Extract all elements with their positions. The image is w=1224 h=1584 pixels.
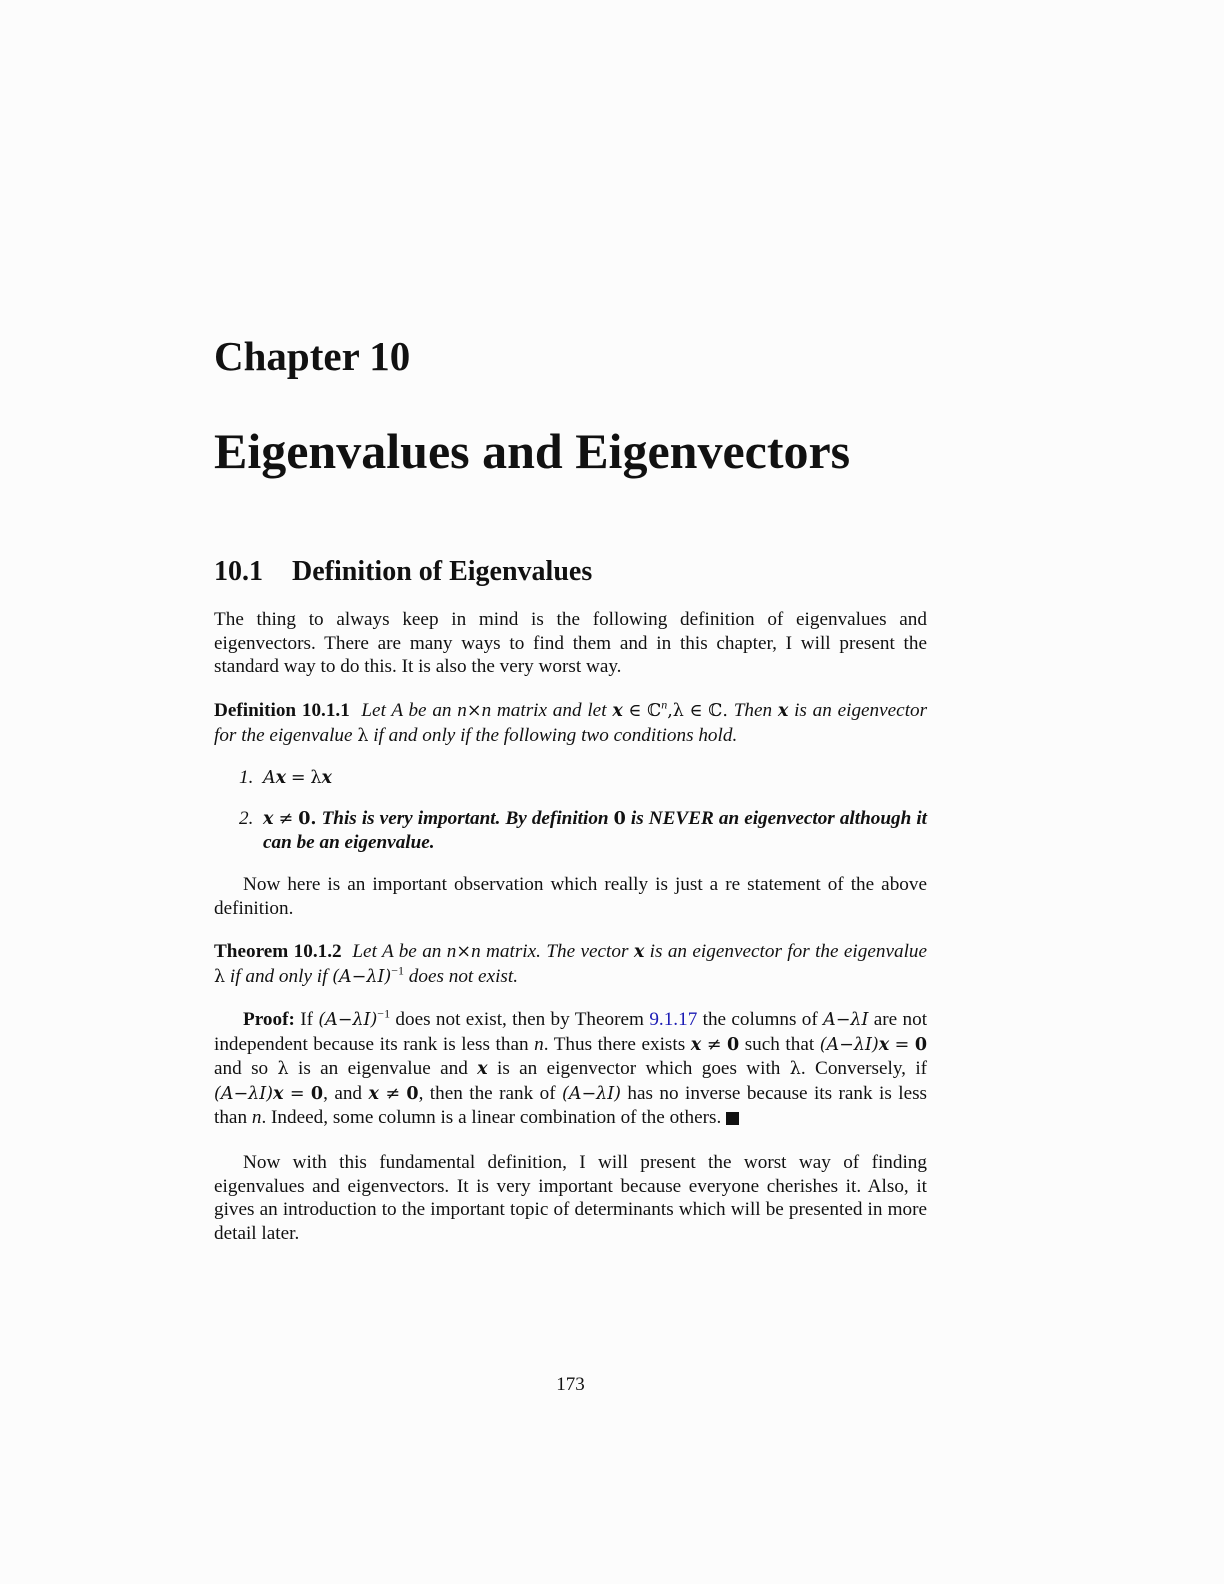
list-item: 1. Ax = λx	[239, 767, 332, 788]
theorem-text: Theorem 10.1.2 Let A be an n×n matrix. The vector x is an eigenvector for the eigenvalue λ if and only if $(A-\lambda I)^{-1}$ does not exist.	[214, 941, 928, 987]
page-number: 173	[556, 1374, 585, 1395]
definition-label: Definition 10.1.1	[214, 700, 350, 721]
chapter-title: Eigenvalues and Eigenvectors	[214, 423, 851, 479]
intro-text: The thing to always keep in mind is the following definition of eigenvalues and eigenvectors. There are many ways to find them and in this chapter, I will present the standard way to do this. It is also the very worst way.	[214, 609, 927, 678]
section-number: 10.1	[214, 556, 263, 587]
observation-text: Now here is an important observation which really is just a re statement of the above definition.	[214, 874, 927, 919]
chapter-label: Chapter 10	[214, 333, 411, 379]
qed-square-icon	[726, 1112, 739, 1125]
observation-paragraph	[214, 873, 927, 920]
section-title: Definition of Eigenvalues	[292, 556, 593, 587]
list-marker: 2.	[239, 807, 254, 829]
definition-text: Definition 10.1.1 Let A be an n×n matrix and let x ∈ ℂ$^n$,λ ∈ ℂ. Then x is an eigenvector for the eigenvalue λ if and only if the following two conditions hold.	[214, 697, 928, 746]
definition-block	[214, 699, 927, 748]
theorem-reference-link[interactable]: 9.1.17	[649, 1009, 698, 1030]
closing-text: Now with this fundamental definition, I will present the worst way of finding eigenvalues and eigenvectors. It is very important because everyone cherishes it. Also, it gives an introduction to the important topic of determinants which will be presented in more detail later.	[214, 1152, 927, 1244]
theorem-block	[214, 940, 927, 989]
closing-paragraph	[214, 1151, 927, 1245]
definition-conditions-list	[214, 766, 927, 871]
proof-text: Proof: If $(A-\lambda I)^{-1}$ does not exist, then by Theorem 9.1.17 the columns of A−λI are not independent because its rank is less than n. Thus there exists x ≠ 0 such that (A−λI)x = 0 and so λ is an eigenvalue and x is an eigenvector which goes with λ. Conversely, if (A−λI)x = 0, and x ≠ 0, then the rank of (A−λI) has no inverse because its rank is less than n. Indeed, some column is a linear combination of the others.	[214, 1006, 928, 1129]
list-item: 2. x ≠ 0. This is very important. By definition 0 is NEVER an eigenvector although it can be an eigenvalue.	[239, 807, 928, 854]
page	[214, 0, 927, 1584]
theorem-label: Theorem 10.1.2	[214, 941, 342, 962]
proof-block	[214, 1008, 927, 1130]
intro-paragraph	[214, 608, 927, 679]
proof-label: Proof:	[243, 1009, 295, 1030]
list-marker: 1.	[239, 767, 254, 788]
section-heading	[214, 556, 592, 588]
